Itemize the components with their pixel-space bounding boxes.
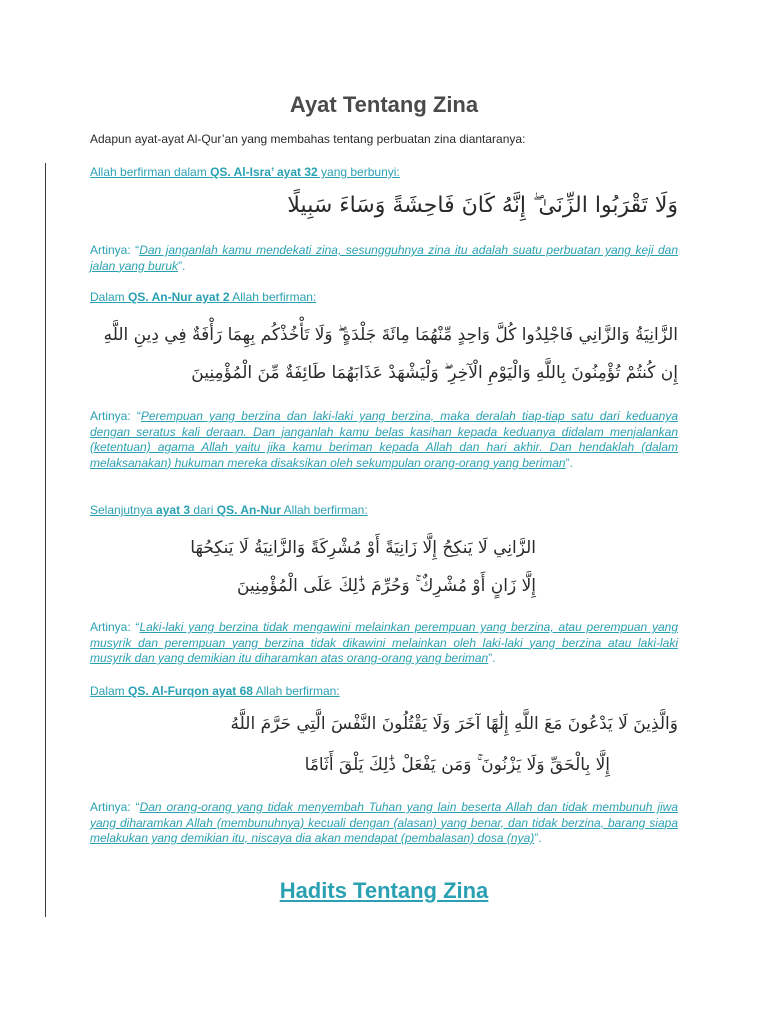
translation-body: Laki-laki yang berzina tidak mengawini melainkan perempuan yang berzina, atau perempuan yang musyrik dan perempuan yang berzina tidak dikawini melainkan oleh laki-laki yang berzina atau laki-laki musyrik dan yang demikian itu diharamkan atas orang-orang yang beriman xyxy=(90,620,679,665)
arabic-verse-al-furqon-68-line-2: إِلَّا بِالْحَقِّ وَلَا يَزْنُونَ ۚ وَمَن يَفْعَلْ ذَٰلِكَ يَلْقَ أَثَامًا xyxy=(304,755,610,775)
translation-an-nur-3 xyxy=(90,620,678,667)
translation-al-furqon-68 xyxy=(90,800,678,847)
section-heading-an-nur-3 xyxy=(90,503,368,517)
heading-pre: Dalam xyxy=(90,290,129,304)
translation-tail: ”. xyxy=(178,258,186,273)
heading-pre: Allah berfirman dalam xyxy=(90,165,211,179)
arabic-verse-al-furqon-68-line-1: وَالَّذِينَ لَا يَدْعُونَ مَعَ اللَّهِ إِلَٰهًا آخَرَ وَلَا يَقْتُلُونَ النَّفْسَ الَّتِي حَرَّمَ اللَّهُ xyxy=(230,714,678,734)
surah-reference: QS. Al-Furqon ayat 68 xyxy=(128,684,253,698)
hadits-heading: Hadits Tentang Zina xyxy=(279,878,489,903)
section-heading-al-furqon-68 xyxy=(90,684,340,698)
translation-body: Dan janganlah kamu mendekati zina, sesungguhnya zina itu adalah suatu perbuatan yang keji dan jalan yang buruk xyxy=(90,243,679,273)
arabic-verse-an-nur-2-line-1: الزَّانِيَةُ وَالزَّانِي فَاجْلِدُوا كُلَّ وَاحِدٍ مِّنْهُمَا مِائَةَ جَلْدَةٍ ۖ وَلَا تَأْخُذْكُم بِهِمَا رَأْفَةٌ فِي دِينِ اللَّهِ xyxy=(103,325,678,345)
heading-pre: Dalam xyxy=(90,684,129,698)
ayat-reference: ayat 3 xyxy=(156,503,191,517)
heading-post: yang berbunyi: xyxy=(317,165,400,179)
intro-paragraph: Adapun ayat-ayat Al-Qur’an yang membahas tentang perbuatan zina diantaranya: xyxy=(90,132,526,146)
translation-an-nur-2 xyxy=(90,409,678,471)
section-heading-an-nur-2 xyxy=(90,290,316,304)
surah-reference: QS. Al-Isra’ ayat 32 xyxy=(210,165,318,179)
arabic-verse-an-nur-2-line-2: إِن كُنتُمْ تُؤْمِنُونَ بِاللَّهِ وَالْيَوْمِ الْآخِرِ ۖ وَلْيَشْهَدْ عَذَابَهُمَا طَائِفَةٌ مِّنَ الْمُؤْمِنِينَ xyxy=(191,363,678,383)
arabic-verse-al-isra-32: وَلَا تَقْرَبُوا الزِّنَىٰ ۖ إِنَّهُ كَانَ فَاحِشَةً وَسَاءَ سَبِيلًا xyxy=(287,193,678,218)
heading-post: Allah berfirman: xyxy=(280,503,368,517)
page-title: Ayat Tentang Zina xyxy=(289,92,479,117)
left-margin-rule xyxy=(45,163,46,917)
arabic-verse-an-nur-3-line-2: إِلَّا زَانٍ أَوْ مُشْرِكٌ ۚ وَحُرِّمَ ذَٰلِكَ عَلَى الْمُؤْمِنِينَ xyxy=(237,576,536,596)
surah-reference: QS. An-Nur ayat 2 xyxy=(128,290,230,304)
translation-al-isra-32 xyxy=(90,243,678,274)
arabic-verse-an-nur-3-line-1: الزَّانِي لَا يَنكِحُ إِلَّا زَانِيَةً أَوْ مُشْرِكَةً وَالزَّانِيَةُ لَا يَنكِحُهَا xyxy=(190,538,536,558)
translation-body: Dan orang-orang yang tidak menyembah Tuhan yang lain beserta Allah dan tidak membunuh jiwa yang diharamkan Allah (membunuhnya) kecuali dengan (alasan) yang benar, dan tidak berzina, barang siapa melakukan yang demikian itu, niscaya dia akan mendapat (pembalasan) dosa (nya) xyxy=(90,800,678,845)
heading-post: Allah berfirman: xyxy=(229,290,317,304)
translation-lead: Artinya: “ xyxy=(90,800,140,814)
heading-pre: Selanjutnya xyxy=(90,503,157,517)
heading-post: Allah berfirman: xyxy=(252,684,340,698)
translation-lead: Artinya: “ xyxy=(90,620,140,634)
heading-mid: dari xyxy=(190,503,217,517)
section-heading-al-isra xyxy=(90,165,400,179)
translation-tail: ”. xyxy=(565,455,573,470)
translation-tail: ”. xyxy=(534,831,542,845)
surah-reference: QS. An-Nur xyxy=(216,503,281,517)
translation-body: Perempuan yang berzina dan laki-laki yang berzina, maka deralah tiap-tiap satu dari keduanya dengan seratus kali deraan. Dan janganlah kamu belas kasihan kepada keduanya didalam menjalankan (ketentuan) agama Allah yaitu jika kamu beriman kepada Allah dan hari akhir. Dan hendaklah (dalam melaksanakan) hukuman mereka disaksikan oleh sekumpulan orang-orang yang beriman xyxy=(90,409,678,470)
translation-lead: Artinya: “ xyxy=(90,243,140,257)
translation-tail: ”. xyxy=(488,651,496,665)
translation-lead: Artinya: “ xyxy=(90,409,141,423)
